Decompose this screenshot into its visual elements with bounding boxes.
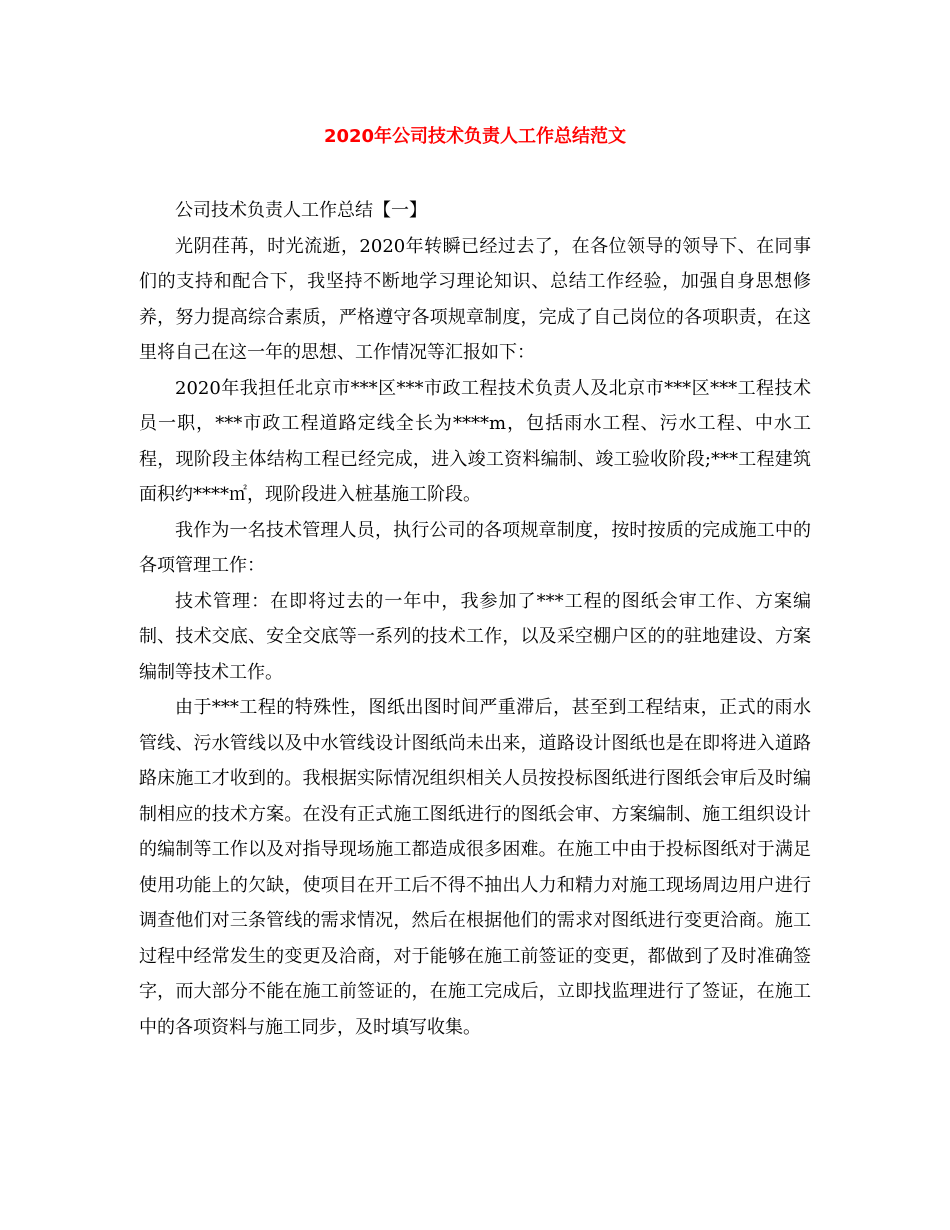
paragraph-drawings: 由于***工程的特殊性，图纸出图时间严重滞后，甚至到工程结束，正式的雨水管线、污水管线以及中水管线设计图纸尚未出来，道路设计图纸也是在即将进入道路路床施工才收到的。我根据实际情况组织相关人员按投标图纸进行图纸会审后及时编制相应的技术方案。在没有正式施工图纸进行的图纸会审、方案编制、施工组织设计的编制等工作以及对指导现场施工都造成很多困难。在施工中由于投标图纸对于满足使用功能上的欠缺，使项目在开工后不得不抽出人力和精力对施工现场周边用户进行调查他们对三条管线的需求情况，然后在根据他们的需求对图纸进行变更洽商。施工过程中经常发生的变更及洽商，对于能够在施工前签证的变更，都做到了及时准确签字，而大部分不能在施工前签证的，在施工完成后，立即找监理进行了签证，在施工中的各项资料与施工同步，及时填写收集。 bbox=[139, 697, 811, 1038]
paragraph-tech-management: 技术管理：在即将过去的一年中，我参加了***工程的图纸会审工作、方案编制、技术交底、安全交底等一系列的技术工作，以及采空棚户区的的驻地建设、方案编制等技术工作。 bbox=[139, 590, 811, 683]
section-heading: 公司技术负责人工作总结【一】 bbox=[175, 200, 427, 221]
document-title: 2020年公司技术负责人工作总结范文 bbox=[323, 126, 627, 147]
paragraph-duties: 我作为一名技术管理人员，执行公司的各项规章制度，按时按质的完成施工中的各项管理工作： bbox=[139, 519, 811, 576]
document-body bbox=[139, 193, 811, 1045]
paragraph-intro: 光阴荏苒，时光流逝，2020年转瞬已经过去了，在各位领导的领导下、在同事们的支持和配合下，我坚持不断地学习理论知识、总结工作经验，加强自身思想修养，努力提高综合素质，严格遵守各项规章制度，完成了自己岗位的各项职责，在这里将自己在这一年的思想、工作情况等汇报如下： bbox=[139, 235, 811, 363]
paragraph-position: 2020年我担任北京市***区***市政工程技术负责人及北京市***区***工程技术员一职，***市政工程道路定线全长为****m，包括雨水工程、污水工程、中水工程，现阶段主体结构工程已经完成，进入竣工资料编制、竣工验收阶段;***工程建筑面积约****㎡，现阶段进入桩基施工阶段。 bbox=[139, 377, 811, 505]
